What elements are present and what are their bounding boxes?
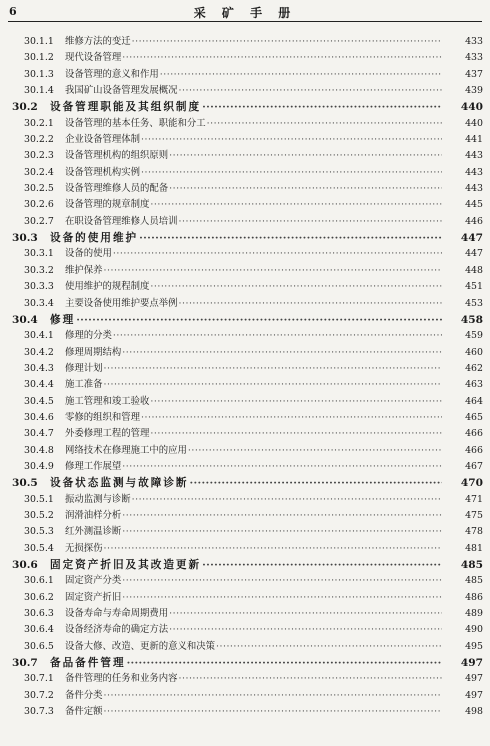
table-of-contents [0,34,490,720]
toc-entry-number: 30.3.1 [24,248,54,260]
toc-entry-title: 零修的组织和管理 ····· [65,410,442,426]
toc-entry-number: 30.4 [12,313,38,326]
toc-entry-title: 备品备件管理 ····· [50,655,442,671]
toc-section-entry [0,557,490,573]
toc-entry [0,279,490,295]
toc-entry [0,214,490,230]
toc-entry-title: 设备管理维修人员的配备 ····· [65,181,442,197]
toc-entry-title: 设备的使用 ····· [65,246,442,262]
toc-entry-title: 备件定额 ····· [65,704,442,720]
toc-entry-title: 设备管理的规章制度 ····· [65,197,442,213]
toc-entry-title: 固定资产折旧 ····· [65,590,442,606]
toc-entry [0,443,490,459]
toc-entry-page: 451 [465,281,483,293]
toc-entry [0,67,490,83]
toc-entry-title: 润滑油样分析 ····· [65,508,442,524]
toc-entry-page: 466 [465,444,483,456]
toc-entry-number: 30.4.6 [24,411,54,423]
toc-entry-page: 467 [465,460,483,472]
toc-entry [0,410,490,426]
toc-entry-page: 489 [465,608,483,620]
toc-entry-title: 设备管理机构的组织原则 ····· [65,148,442,164]
toc-entry-page: 445 [465,199,483,211]
toc-section-entry [0,312,490,328]
toc-entry-page: 447 [460,232,483,245]
toc-entry-page: 464 [465,395,483,407]
toc-entry [0,328,490,344]
toc-entry-number: 30.1.1 [24,36,54,47]
toc-entry-title: 振动监测与诊断 ····· [65,492,442,508]
toc-entry-number: 30.3 [12,232,38,245]
toc-entry-page: 443 [465,166,483,178]
toc-entry [0,361,490,377]
toc-entry [0,165,490,181]
toc-entry-title: 固定资产分类 ····· [65,573,442,589]
toc-entry-number: 30.2.5 [24,183,54,195]
toc-entry-title: 设备状态监测与故障诊断 ····· [50,475,442,491]
toc-entry [0,197,490,213]
toc-entry-number: 30.5.4 [24,542,54,554]
toc-section-entry [0,475,490,491]
toc-entry-page: 485 [460,559,483,571]
toc-entry-number: 30.5.2 [24,509,54,521]
toc-entry [0,116,490,132]
toc-entry-number: 30.4.2 [24,346,54,358]
toc-entry-page: 440 [465,117,483,129]
toc-entry-number: 30.6 [12,559,38,571]
toc-entry-number: 30.3.3 [24,281,54,293]
toc-entry [0,377,490,393]
toc-entry-number: 30.1.2 [24,52,54,64]
toc-entry-page: 441 [465,134,483,146]
toc-entry-page: 447 [465,248,483,260]
toc-entry [0,132,490,148]
toc-entry-page: 458 [460,313,483,326]
toc-entry [0,639,490,655]
toc-entry-title: 设备大修、改造、更新的意义和决策 ····· [65,639,442,655]
toc-entry-page: 486 [465,591,483,603]
toc-entry-number: 30.7 [12,657,38,670]
toc-entry-number: 30.3.4 [24,297,54,309]
toc-entry [0,524,490,540]
toc-entry [0,50,490,66]
toc-entry-title: 施工准备 ····· [65,377,442,393]
toc-entry-page: 475 [465,509,483,521]
toc-entry-page: 470 [460,477,483,490]
toc-entry [0,426,490,442]
page-number: 6 [9,5,17,18]
toc-entry-number: 30.5.3 [24,526,54,538]
toc-entry [0,622,490,638]
toc-entry-title: 施工管理和竣工验收 ····· [65,394,442,410]
toc-entry-title: 我国矿山设备管理发展概况 ····· [65,83,442,99]
toc-section-entry [0,230,490,246]
toc-section-entry [0,655,490,671]
toc-entry-page: 446 [465,215,483,227]
toc-entry [0,573,490,589]
toc-entry-number: 30.2 [12,101,38,114]
toc-entry-title: 修理周期结构 ····· [65,345,442,361]
toc-entry-page: 443 [465,183,483,195]
toc-entry-number: 30.7.2 [24,689,54,701]
toc-entry-number: 30.1.3 [24,68,54,80]
toc-entry-page: 463 [465,379,483,391]
toc-entry [0,459,490,475]
toc-entry-number: 30.7.3 [24,706,54,718]
toc-entry-title: 修理的分类 ····· [65,328,442,344]
toc-entry-page: 433 [465,52,483,64]
toc-entry [0,508,490,524]
toc-entry-page: 498 [465,706,483,718]
toc-entry-page: 478 [465,526,483,538]
book-title: 采 矿 手 册 [193,6,297,20]
toc-entry-number: 30.2.4 [24,166,54,178]
toc-entry-number: 30.4.7 [24,428,54,440]
toc-entry-number: 30.5 [12,477,38,490]
toc-entry-page: 459 [465,330,483,342]
toc-entry-number: 30.4.3 [24,362,54,374]
toc-entry-number: 30.4.9 [24,460,54,472]
toc-entry-page: 453 [465,297,483,309]
toc-entry [0,246,490,262]
toc-entry-number: 30.4.1 [24,330,54,342]
toc-entry-title: 备件管理的任务和业务内容 ····· [65,671,442,687]
page-header [0,0,490,26]
toc-entry-title: 维修方法的变迁 ····· [65,34,442,50]
toc-entry [0,704,490,720]
toc-entry-title: 网络技术在修理施工中的应用 ····· [65,443,442,459]
toc-entry-page: 462 [465,362,483,374]
toc-entry-number: 30.4.8 [24,444,54,456]
header-rule [8,21,482,22]
toc-entry-number: 30.4.4 [24,379,54,391]
toc-entry-page: 439 [465,85,483,97]
toc-entry-page: 485 [465,575,483,587]
toc-entry [0,671,490,687]
toc-entry-page: 490 [465,624,483,636]
toc-entry-number: 30.7.1 [24,673,54,685]
toc-entry-number: 30.6.5 [24,640,54,652]
toc-entry-number: 30.4.5 [24,395,54,407]
toc-entry-number: 30.2.6 [24,199,54,211]
toc-entry-title: 修理工作展望 ····· [65,459,442,475]
toc-entry-number: 30.2.1 [24,117,54,129]
toc-entry [0,148,490,164]
toc-entry-title: 现代设备管理 ····· [65,50,442,66]
toc-entry-number: 30.1.4 [24,85,54,97]
toc-entry [0,296,490,312]
toc-entry [0,345,490,361]
toc-entry-page: 497 [465,689,483,701]
toc-entry-title: 设备的使用维护 ····· [50,230,442,246]
toc-entry [0,492,490,508]
toc-entry-page: 437 [465,68,483,80]
toc-entry [0,606,490,622]
toc-entry-title: 设备管理的基本任务、职能和分工 ····· [65,116,442,132]
toc-entry-page: 433 [465,36,483,47]
toc-entry-title: 备件分类 ····· [65,688,442,704]
toc-entry-title: 在职设备管理维修人员培训 ····· [65,214,442,230]
toc-entry-page: 440 [460,101,483,114]
toc-entry-title: 维护保养 ····· [65,263,442,279]
toc-entry [0,590,490,606]
toc-entry-title: 修理计划 ····· [65,361,442,377]
toc-entry-number: 30.2.7 [24,215,54,227]
toc-entry [0,688,490,704]
toc-entry-title: 固定资产折旧及其改造更新 ····· [50,557,442,573]
toc-entry-number: 30.6.1 [24,575,54,587]
toc-entry-page: 495 [465,640,483,652]
toc-entry-number: 30.6.2 [24,591,54,603]
toc-entry-page: 497 [465,673,483,685]
toc-entry [0,181,490,197]
toc-entry [0,541,490,557]
toc-entry-page: 497 [460,657,483,670]
toc-entry-page: 466 [465,428,483,440]
toc-entry-page: 465 [465,411,483,423]
toc-entry-page: 443 [465,150,483,162]
toc-entry-number: 30.6.3 [24,608,54,620]
toc-entry-number: 30.6.4 [24,624,54,636]
toc-entry-number: 30.5.1 [24,493,54,505]
toc-entry-title: 修理 ····· [50,312,442,328]
toc-entry-page: 448 [465,264,483,276]
toc-entry-title: 设备寿命与寿命周期费用 ····· [65,606,442,622]
toc-entry-number: 30.3.2 [24,264,54,276]
toc-entry [0,263,490,279]
toc-entry-page: 481 [465,542,483,554]
toc-entry-title: 外委修理工程的管理 ····· [65,426,442,442]
toc-entry-page: 460 [465,346,483,358]
toc-entry-title: 设备管理职能及其组织制度 ····· [50,99,442,115]
toc-entry [0,83,490,99]
toc-entry-number: 30.2.2 [24,134,54,146]
toc-section-entry [0,99,490,115]
toc-entry-title: 无损探伤 ····· [65,541,442,557]
toc-entry-title: 使用维护的规程制度 ····· [65,279,442,295]
toc-entry-title: 主要设备使用维护要点举例 ····· [65,296,442,312]
toc-entry-number: 30.2.3 [24,150,54,162]
toc-entry-title: 红外测温诊断 ····· [65,524,442,540]
toc-entry [0,394,490,410]
toc-entry [0,34,490,50]
toc-entry-page: 471 [465,493,483,505]
toc-entry-title: 设备经济寿命的确定方法 ····· [65,622,442,638]
toc-entry-title: 设备管理机构实例 ····· [65,165,442,181]
toc-entry-title: 企业设备管理体制 ····· [65,132,442,148]
toc-entry-title: 设备管理的意义和作用 ····· [65,67,442,83]
